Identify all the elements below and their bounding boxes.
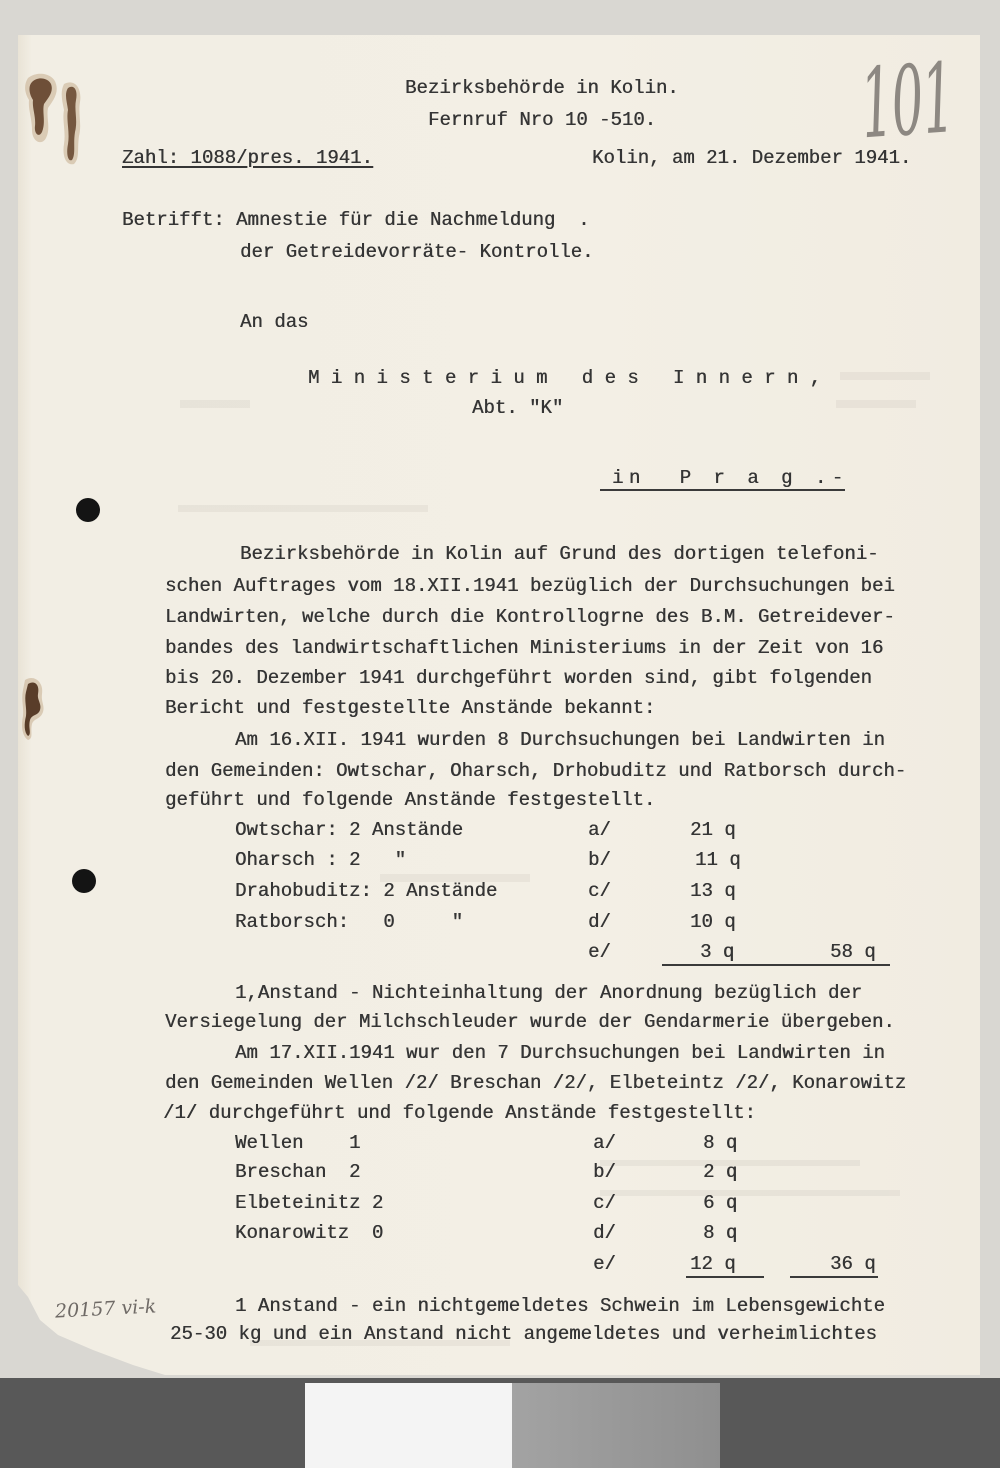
table-row-label: Owtschar: 2 Anstände [235, 819, 464, 841]
table-row-label: Drahobuditz: 2 Anstände [235, 880, 498, 902]
table-total-sum: 36 q [830, 1253, 876, 1275]
addressee-ministry: M i n i s t e r i u m d e s I n n e r n , [308, 367, 822, 389]
table-total-underline [662, 964, 890, 966]
note-1-line: 1,Anstand - Nichteinhaltung der Anordnung bezüglich der [235, 982, 863, 1004]
table-row-amount: 10 q [690, 911, 736, 933]
report-1-line: geführt und folgende Anstände festgestellt. [165, 789, 656, 811]
table-total-item: e/ [588, 941, 611, 963]
table-row-item: b/ [593, 1161, 616, 1183]
intro-line: Bericht und festgestellte Anstände bekannt: [165, 697, 656, 719]
table-row-item: d/ [588, 911, 611, 933]
handwritten-archive-note: 20157 vi-k [54, 1295, 157, 1323]
intro-line: schen Auftrages vom 18.XII.1941 bezüglich der Durchsuchungen bei [165, 575, 895, 597]
report-2-line: Am 17.XII.1941 wur den 7 Durchsuchungen bei Landwirten in [235, 1042, 885, 1064]
table-row-amount: 8 q [703, 1222, 738, 1244]
place-date: Kolin, am 21. Dezember 1941. [592, 147, 912, 169]
table-row-amount: 13 q [690, 880, 736, 902]
intro-line: Bezirksbehörde in Kolin auf Grund des dortigen telefoni- [240, 543, 879, 565]
calibration-patch-gray [512, 1383, 720, 1468]
report-2-line: /1/ durchgeführt und folgende Anstände festgestellt: [163, 1102, 756, 1124]
rust-stain-top [18, 70, 93, 170]
table-row-amount: 2 q [703, 1161, 738, 1183]
table-row-amount: 6 q [703, 1192, 738, 1214]
rust-stain-middle [18, 670, 58, 745]
addressee-department: Abt. "K" [472, 397, 564, 419]
punch-hole [72, 869, 96, 893]
note-1-line: Versiegelung der Milchschleuder wurde der Gendarmerie übergeben. [165, 1011, 895, 1033]
table-total-sum: 58 q [830, 941, 876, 963]
addressee-city: in P r a g .- [612, 467, 849, 489]
table-total-underline [790, 1276, 878, 1278]
calibration-patch-white [305, 1383, 512, 1468]
letterhead-authority: Bezirksbehörde in Kolin. [405, 77, 679, 99]
letterhead-phone: Fernruf Nro 10 -510. [428, 109, 657, 131]
report-1-line: den Gemeinden: Owtschar, Oharsch, Drhobuditz und Ratborsch durch- [165, 760, 907, 782]
table-row-item: a/ [588, 819, 611, 841]
reference-number: Zahl: 1088/pres. 1941. [122, 147, 373, 169]
intro-line: bis 20. Dezember 1941 durchgeführt worden sind, gibt folgenden [165, 667, 872, 689]
table-total-amount: 12 q [690, 1253, 736, 1275]
table-row-item: a/ [593, 1132, 616, 1154]
report-2-line: den Gemeinden Wellen /2/ Breschan /2/, Elbeteintz /2/, Konarowitz [165, 1072, 907, 1094]
table-total-amount: 3 q [700, 941, 735, 963]
addressee-salutation: An das [240, 311, 309, 333]
table-row-amount: 11 q [695, 849, 741, 871]
subject-line: Betrifft: Amnestie für die Nachmeldung . [122, 209, 590, 231]
report-1-line: Am 16.XII. 1941 wurden 8 Durchsuchungen bei Landwirten in [235, 729, 885, 751]
intro-line: Landwirten, welche durch die Kontrollogrne des B.M. Getreidever- [165, 606, 895, 628]
note-2-line: 1 Anstand - ein nichtgemeldetes Schwein im Lebensgewichte [235, 1295, 885, 1317]
city-underline [600, 489, 845, 491]
table-row-item: b/ [588, 849, 611, 871]
table-row-label: Konarowitz 0 [235, 1222, 384, 1244]
table-row-label: Ratborsch: 0 " [235, 911, 464, 933]
handwritten-folio-number: 101 [857, 42, 957, 161]
table-row-item: c/ [593, 1192, 616, 1214]
table-total-item: e/ [593, 1253, 616, 1275]
intro-line: bandes des landwirtschaftlichen Ministeriums in der Zeit von 16 [165, 637, 884, 659]
table-row-item: d/ [593, 1222, 616, 1244]
table-row-label: Breschan 2 [235, 1161, 361, 1183]
punch-hole [76, 498, 100, 522]
note-2-line: 25-30 kg und ein Anstand nicht angemeldetes und verheimlichtes [170, 1323, 877, 1345]
table-row-item: c/ [588, 880, 611, 902]
table-row-label: Oharsch : 2 " [235, 849, 407, 871]
table-total-underline [686, 1276, 764, 1278]
table-row-label: Wellen 1 [235, 1132, 361, 1154]
table-row-label: Elbeteinitz 2 [235, 1192, 384, 1214]
subject-line: der Getreidevorräte- Kontrolle. [240, 241, 594, 263]
table-row-amount: 8 q [703, 1132, 738, 1154]
table-row-amount: 21 q [690, 819, 736, 841]
